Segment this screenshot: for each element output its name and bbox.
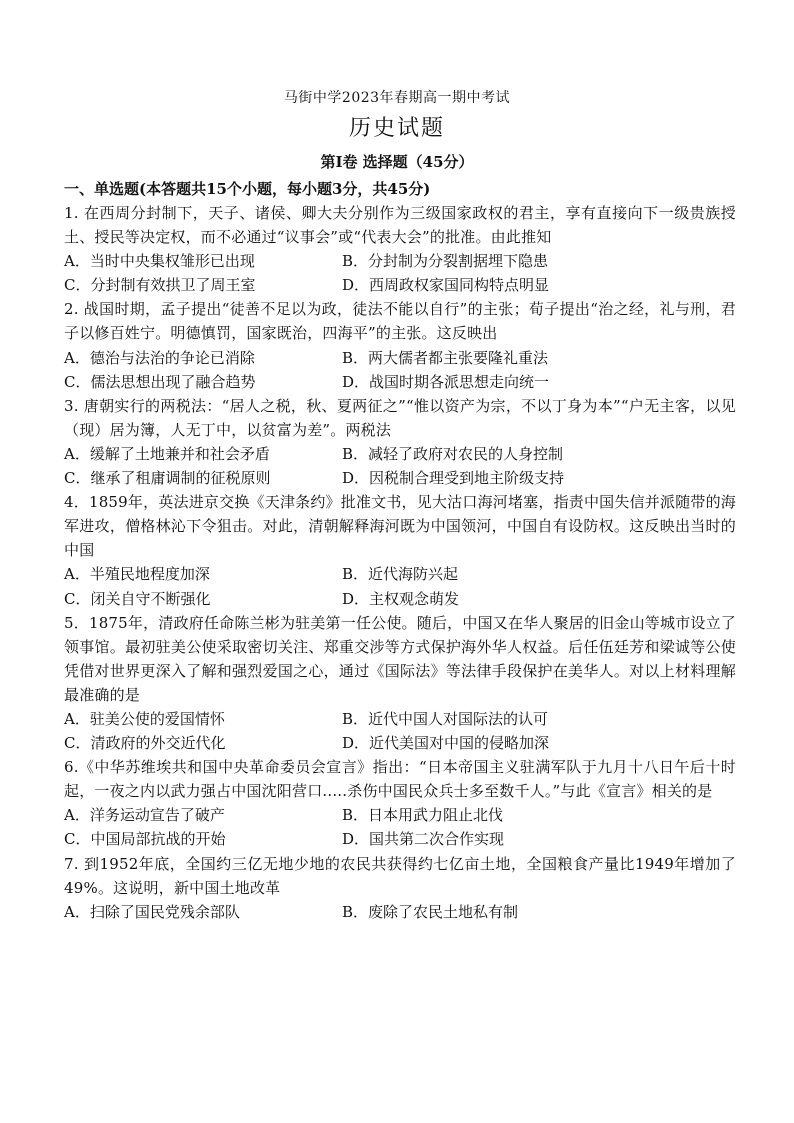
option-b: B．日本用武力阻止北伐 [342, 806, 504, 825]
question-stem: 6.《中华苏维埃共和国中央革命委员会宣言》指出：“日本帝国主义驻满军队于九月十八日午后十时起，一夜之内以武力强占中国沈阳营口.....杀伤中国民众兵士多至数千人。”与此《宣言》相关的是 [64, 758, 736, 801]
options-group [64, 900, 736, 924]
question-7 [64, 852, 736, 924]
question-stem: 3. 唐朝实行的两税法：“居人之税，秋、夏两征之”“惟以资产为宗，不以丁身为本”“户无主客，以见（现）居为簿，人无丁中，以贫富为差”。两税法 [64, 396, 736, 439]
options-group [64, 562, 736, 610]
option-b: B．两大儒者都主张要隆礼重法 [342, 348, 549, 367]
question-3 [64, 394, 736, 490]
question-list [64, 201, 736, 924]
options-group [64, 707, 736, 755]
option-a: A．当时中央集权雏形已出现 [64, 252, 255, 271]
option-b: B．废除了农民土地私有制 [342, 902, 519, 921]
section-heading: 第Ⅰ卷 选择题（45分） [320, 153, 474, 171]
option-c: C．儒法思想出现了融合趋势 [64, 372, 256, 391]
options-group [64, 249, 736, 297]
option-d: D．因税制合理受到地主阶级支持 [342, 469, 565, 488]
question-4 [64, 490, 736, 610]
option-b: B．近代海防兴起 [342, 565, 459, 584]
option-c: C．继承了租庸调制的征税原则 [64, 469, 271, 488]
options-group [64, 346, 736, 394]
question-stem: 7. 到1952年底，全国约三亿无地少地的农民共获得约七亿亩土地，全国粮食产量比1949年增加了49%。这说明，新中国土地改革 [64, 854, 736, 897]
option-d: D．战国时期各派思想走向统一 [342, 372, 550, 391]
page-title: 历史试题 [348, 116, 445, 141]
option-c: C．闭关自守不断强化 [64, 589, 211, 608]
school-exam-line: 马街中学2023年春期高一期中考试 [283, 90, 511, 106]
option-a: A．德治与法治的争论已消除 [64, 348, 255, 367]
question-stem: 1. 在西周分封制下，天子、诸侯、卿大夫分别作为三级国家政权的君主，享有直接向下一级贵族授土、授民等决定权，而不必通过“议事会”或“代表大会”的批准。由此推知 [64, 204, 736, 247]
option-d: D．国共第二次合作实现 [342, 830, 505, 849]
part-heading: 一、单选题(本答题共15个小题，每小题3分，共45分) [64, 180, 431, 198]
option-d: D．西周政权家国同构特点明显 [342, 276, 550, 295]
option-c: C．中国局部抗战的开始 [64, 830, 226, 849]
option-b: B．减轻了政府对农民的人身控制 [342, 444, 564, 463]
option-a: A．驻美公使的爱国情怀 [64, 709, 225, 728]
question-stem: 2. 战国时期，孟子提出“徒善不足以为政，徒法不能以自行”的主张；荀子提出“治之经，礼与刑，君子以修百姓宁。明德慎罚，国家既治，四海平”的主张。这反映出 [64, 300, 736, 343]
question-1 [64, 201, 736, 297]
option-a: A．半殖民地程度加深 [64, 565, 210, 584]
option-c: C．清政府的外交近代化 [64, 734, 226, 753]
option-a: A．扫除了国民党残余部队 [64, 902, 240, 921]
option-d: D．近代美国对中国的侵略加深 [342, 734, 550, 753]
question-stem: 5．1875年，清政府任命陈兰彬为驻美第一任公使。随后，中国又在华人聚居的旧金山等城市设立了领事馆。最初驻美公使采取密切关注、郑重交涉等方式保护海外华人权益。后任伍廷芳和梁诚等公使凭借对世界更深入了解和强烈爱国之心，通过《国际法》等法律手段保护在美华人。对以上材料理解最准确的是 [64, 613, 736, 704]
options-group [64, 442, 736, 490]
options-group [64, 803, 736, 851]
option-d: D．主权观念萌发 [342, 589, 460, 608]
question-2 [64, 297, 736, 393]
question-stem: 4．1859年，英法进京交换《天津条约》批准文书，见大沽口海河堵塞，指责中国失信并派随带的海军进攻，僧格林沁下令狙击。对此，清朝解释海河既为中国领河，中国自有设防权。这反映出当时的中国 [64, 493, 736, 560]
option-a: A．缓解了土地兼并和社会矛盾 [64, 444, 270, 463]
question-5 [64, 611, 736, 756]
question-6 [64, 755, 736, 851]
option-c: C．分封制有效拱卫了周王室 [64, 276, 256, 295]
option-b: B．近代中国人对国际法的认可 [342, 709, 549, 728]
option-b: B．分封制为分裂割据埋下隐患 [342, 252, 549, 271]
option-a: A．洋务运动宣告了破产 [64, 806, 225, 825]
